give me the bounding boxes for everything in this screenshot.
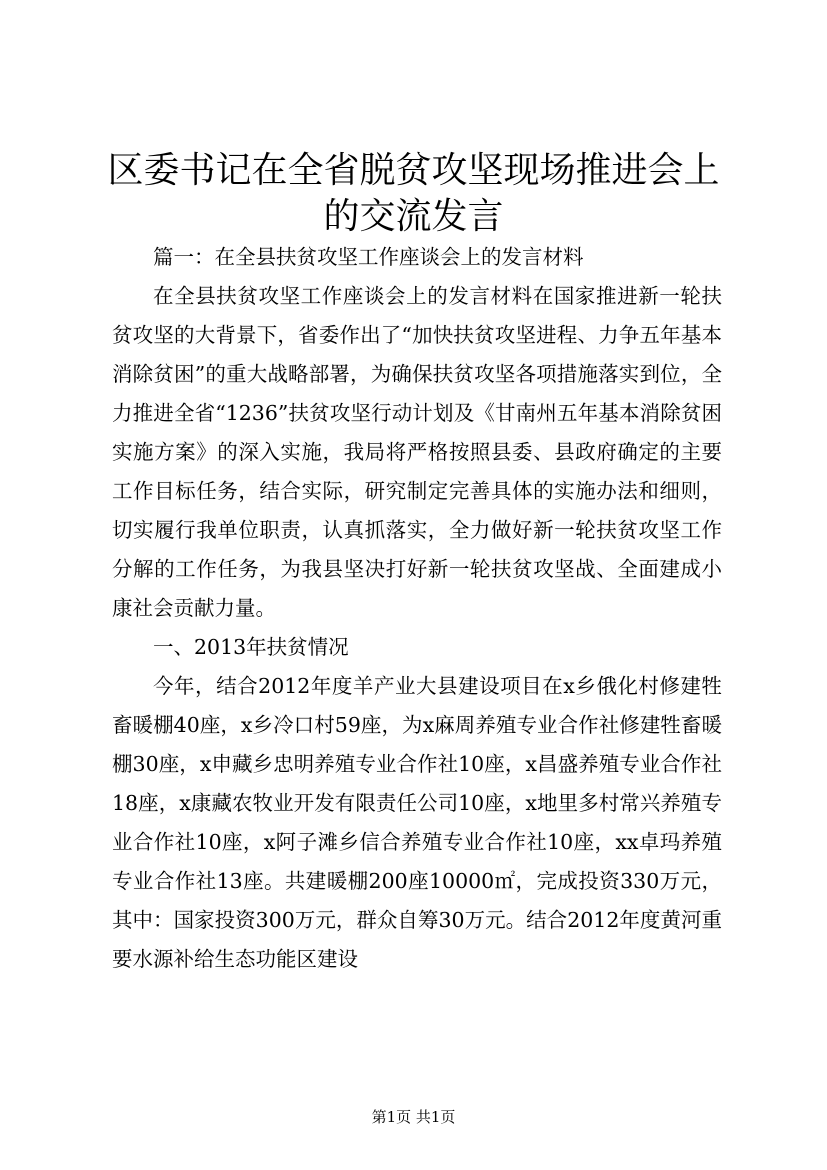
body-paragraph: 今年，结合2012年度羊产业大县建设项目在x乡俄化村修建牲畜暖棚40座，x乡冷口村59座，为x麻周养殖专业合作社修建牲畜暖棚30座，x申藏乡忠明养殖专业合作社10座，x昌盛养殖专业合作社18座，x康藏农牧业开发有限责任公司10座，x地里多村常兴养殖专业合作社10座，x阿子滩乡信合养殖专业合作社10座，xx卓玛养殖专业合作社13座。共建暖棚200座10000㎡，完成投资330万元，其中：国家投资300万元，群众自筹30万元。结合2012年度黄河重要水源补给生态功能区建设	[112, 674, 722, 971]
document-body	[112, 238, 722, 979]
page-number-footer: 第1页 共1页	[371, 1108, 456, 1126]
document-title: 区委书记在全省脱贫攻坚现场推进会上的交流发言	[107, 150, 720, 237]
section-heading: 一、2013年扶贫情况	[153, 635, 349, 659]
section-heading: 篇一：在全县扶贫攻坚工作座谈会上的发言材料	[153, 245, 584, 269]
body-paragraph: 在全县扶贫攻坚工作座谈会上的发言材料在国家推进新一轮扶贫攻坚的大背景下，省委作出了“加快扶贫攻坚进程、力争五年基本消除贫困”的重大战略部署，为确保扶贫攻坚各项措施落实到位，全力推进全省“1236”扶贫攻坚行动计划及《甘南州五年基本消除贫困实施方案》的深入实施，我局将严格按照县委、县政府确定的主要工作目标任务，结合实际，研究制定完善具体的实施办法和细则，切实履行我单位职责，认真抓落实，全力做好新一轮扶贫攻坚工作分解的工作任务，为我县坚决打好新一轮扶贫攻坚战、全面建成小康社会贡献力量。	[112, 284, 722, 620]
